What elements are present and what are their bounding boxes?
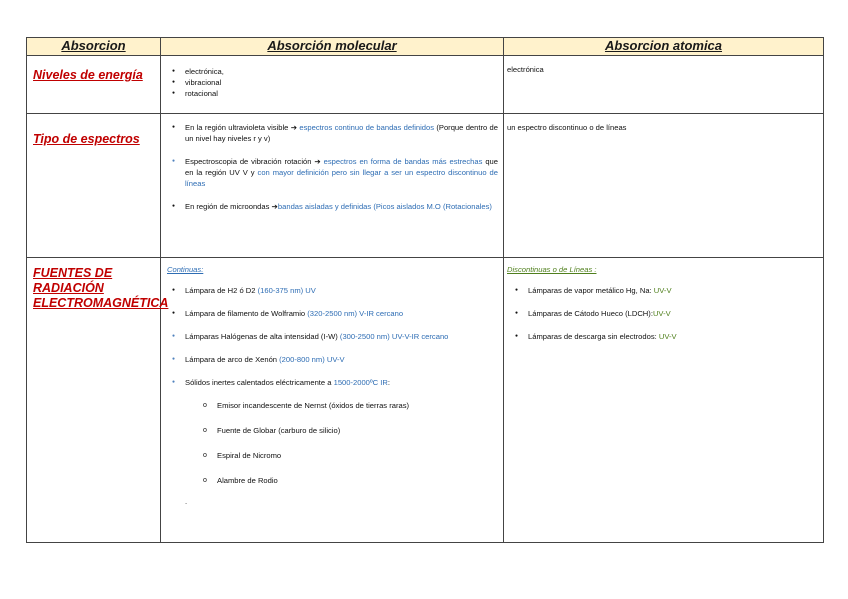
list-item: ● Sólidos inertes calentados eléctricamente a 1500-2000ºC IR: xyxy=(185,377,497,388)
espectros-molecular-list xyxy=(161,122,503,212)
list-item: o Fuente de Globar (carburo de silicio) xyxy=(217,425,503,436)
list-item: ● Lámpara de filamento de Wolframio (320-2500 nm) V-IR cercano xyxy=(185,308,497,319)
list-item: o Emisor incandescente de Nernst (óxidos de tierras raras) xyxy=(217,400,503,411)
row-niveles xyxy=(27,56,824,114)
list-item: ● Espectroscopia de vibración rotación ➔ espectros en forma de bandas más estrechas que en la región UV V y con mayor definición pero sin llegar a ser un espectro discontinuo de líneas xyxy=(185,156,498,189)
continuas-title: Continuas: xyxy=(167,265,204,274)
list-item: ● En región de microondas ➔bandas aisladas y definidas (Picos aislados M.O (Rotacionales) xyxy=(185,201,498,212)
espectros-atomica: un espectro discontinuo o de líneas xyxy=(507,123,627,132)
list-item: ● Lámparas de Cátodo Hueco (LDCH):UV-V xyxy=(528,308,823,319)
continuas-list xyxy=(161,285,503,388)
header-row xyxy=(27,38,824,56)
list-item: ● Lámparas de descarga sin electrodos: UV-V xyxy=(528,331,823,342)
list-item: o Alambre de Rodio xyxy=(217,475,503,486)
comparison-table xyxy=(26,37,824,543)
list-item: ● vibracional xyxy=(185,77,503,88)
row-fuentes xyxy=(27,258,824,543)
discontinuas-title: Discontinuas o de Líneas : xyxy=(507,265,597,274)
list-item: ● En la región ultravioleta visible ➔ espectros continuo de bandas definidos (Porque dentro de un nivel hay niveles r y v) xyxy=(185,122,498,144)
niveles-atomica: electrónica xyxy=(507,65,544,74)
label-niveles: Niveles de energía xyxy=(33,68,143,82)
label-fuentes: FUENTES DE RADIACIÓN ELECTROMAGNÉTICA xyxy=(33,266,169,310)
header-molecular: Absorción molecular xyxy=(161,38,504,56)
list-item: ● Lámparas Halógenas de alta intensidad (I-W) (300-2500 nm) UV-V-IR cercano xyxy=(185,331,497,342)
list-item: ● rotacional xyxy=(185,88,503,99)
solidos-sublist xyxy=(161,400,503,486)
header-absorcion: Absorcion xyxy=(27,38,161,56)
list-item: ● electrónica, xyxy=(185,66,503,77)
list-item: ● Lámpara de arco de Xenón (200-800 nm) UV-V xyxy=(185,354,497,365)
list-item: ● Lámparas de vapor metálico Hg, Na: UV-V xyxy=(528,285,823,296)
row-espectros xyxy=(27,114,824,258)
list-item: o Espiral de Nicromo xyxy=(217,450,503,461)
label-espectros: Tipo de espectros xyxy=(33,132,140,146)
list-item: ● Lámpara de H2 ó D2 (160-375 nm) UV xyxy=(185,285,497,296)
discontinuas-list xyxy=(504,285,823,342)
trailing-dot: . xyxy=(185,497,188,506)
niveles-molecular-list xyxy=(161,66,503,99)
header-atomica: Absorcion atomica xyxy=(504,38,824,56)
